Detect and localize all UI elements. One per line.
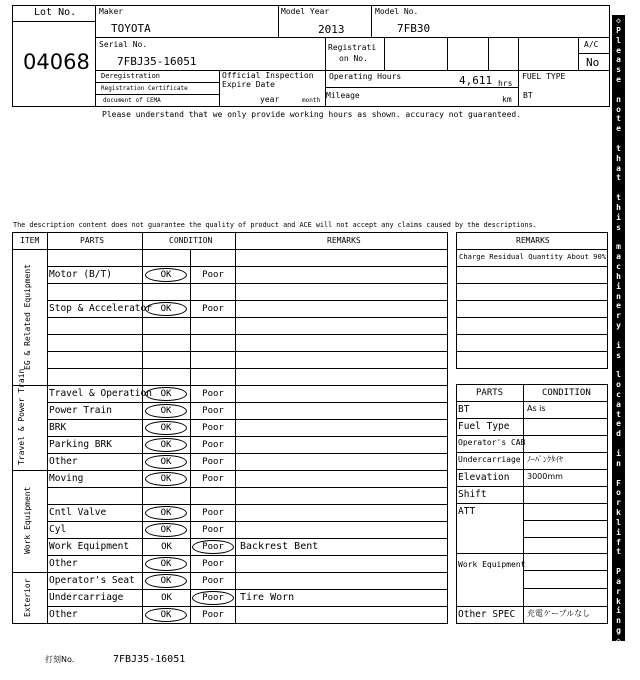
serial-value: 7FBJ35-16051: [117, 55, 197, 68]
ok-option: OK: [161, 593, 172, 603]
model-no-value: 7FB30: [397, 22, 431, 35]
table-row-part: Motor (B/T): [49, 269, 112, 280]
table-row-part: Parking BRK: [49, 439, 112, 450]
ok-option: OK: [161, 542, 172, 552]
parts-row-part: Undercarriage: [458, 455, 521, 464]
header-remarks: REMARKS: [327, 236, 361, 245]
parts-row-part: Other SPEC: [458, 609, 516, 620]
header-parts: PARTS: [80, 236, 105, 245]
serial-label: Serial No.: [99, 40, 148, 49]
poor-selected: Poor: [192, 591, 234, 605]
ok-selected: OK: [145, 421, 187, 435]
fuel-type-label: FUEL TYPE: [522, 72, 566, 81]
parts-row-part: ATT: [458, 506, 476, 517]
ok-selected: OK: [145, 523, 187, 537]
parts-row-part: Fuel Type: [458, 421, 510, 432]
table-row-part: Work Equipment: [49, 541, 130, 552]
poor-option: Poor: [202, 610, 224, 620]
poor-option: Poor: [202, 525, 224, 535]
table-row-part: Other: [49, 558, 78, 569]
header-condition: CONDITION: [169, 236, 213, 245]
model-year-value: 2013: [318, 23, 345, 36]
group-label-exterior: Exterior: [23, 578, 32, 618]
table-row-part: Cntl Valve: [49, 507, 107, 518]
group-label-travel: Travel & Power Train: [17, 368, 26, 465]
lot-no-label: Lot No.: [34, 7, 77, 18]
table-row-part: Travel & Operation: [49, 388, 152, 399]
parts-row-condition: 3000mm: [527, 472, 563, 481]
km-unit: km: [502, 95, 512, 104]
ok-selected: OK: [145, 268, 187, 282]
parts-header-condition: CONDITION: [542, 388, 591, 398]
header-item: ITEM: [20, 236, 40, 245]
hrs-unit: hrs: [498, 79, 513, 88]
ok-selected: OK: [145, 472, 187, 486]
operating-hours-value: 4,611: [459, 74, 493, 87]
table-row-part: Moving: [49, 473, 84, 484]
ok-selected: OK: [145, 302, 187, 316]
poor-option: Poor: [202, 576, 224, 586]
poor-option: Poor: [202, 440, 224, 450]
poor-option: Poor: [202, 508, 224, 518]
parts-row-part: Work Equipment: [458, 560, 526, 569]
poor-option: Poor: [202, 406, 224, 416]
maker-value: TOYOTA: [111, 22, 151, 35]
poor-option: Poor: [202, 423, 224, 433]
parts-row-condition: As is: [527, 404, 546, 413]
table-row-remark: Backrest Bent: [240, 541, 319, 552]
parts-row-condition: 充電ケーブルなし: [527, 609, 591, 618]
parts-row-part: BT: [458, 404, 470, 415]
table-row-part: Other: [49, 609, 78, 620]
maker-label: Maker: [99, 7, 124, 16]
mileage-label: Mileage: [326, 91, 360, 100]
table-row-part: Other: [49, 456, 78, 467]
registration-certificate: Registration Certificate: [101, 85, 188, 92]
registration-label-2: on No.: [339, 54, 368, 63]
location-sidebar: ◇ P l e a s e n o t e t h a t t h i s m a c h i n e r y i s l o c a t e d i n F o r k l i f t P a r k i n g ◇: [612, 15, 625, 641]
ac-value: No: [586, 56, 600, 69]
fuel-type-value: BT: [523, 91, 533, 100]
table-row-part: Stop & Accelerator: [49, 303, 152, 314]
ok-selected: OK: [145, 608, 187, 622]
table-row-part: BRK: [49, 422, 67, 433]
ok-selected: OK: [145, 455, 187, 469]
remarks-box-header: REMARKS: [516, 236, 550, 245]
year-label: year: [260, 95, 280, 104]
footer-serial: 7FBJ35-16051: [113, 654, 186, 665]
lot-no-value: 04068: [23, 50, 90, 74]
ok-selected: OK: [145, 574, 187, 588]
poor-option: Poor: [202, 304, 224, 314]
footer-label: 打刻No.: [45, 655, 75, 664]
parts-row-part: Operator's CAB: [458, 438, 526, 447]
hours-notice: Please understand that we only provide working hours as shown. accuracy not guaranteed.: [102, 110, 522, 119]
ok-selected: OK: [145, 438, 187, 452]
remarks-box-line: Charge Residual Quantity About 90%: [459, 252, 607, 261]
model-no-label: Model No.: [375, 7, 419, 16]
ok-selected: OK: [145, 506, 187, 520]
group-label-eg: EG & Related Equipment: [23, 264, 32, 370]
table-row-part: Cyl: [49, 524, 67, 535]
operating-hours-label: Operating Hours: [329, 72, 402, 81]
ok-selected: OK: [145, 404, 187, 418]
parts-row-part: Shift: [458, 489, 487, 500]
description-disclaimer: The description content does not guarantee the quality of product and ACE will not accept any claims caused by the descriptions.: [13, 221, 537, 229]
ok-selected: OK: [145, 557, 187, 571]
parts-header-parts: PARTS: [476, 388, 504, 398]
group-label-work: Work Equipment: [23, 486, 32, 555]
registration-label-1: Registrati: [328, 43, 377, 52]
month-label: month: [302, 97, 321, 104]
poor-selected: Poor: [192, 540, 234, 554]
parts-row-part: Elevation: [458, 472, 510, 483]
table-row-remark: Tire Worn: [240, 592, 295, 603]
model-year-label: Model Year: [281, 7, 330, 16]
poor-option: Poor: [202, 389, 224, 399]
inspection-label-1: Official Inspection: [222, 71, 314, 80]
table-row-part: Undercarriage: [49, 592, 124, 603]
ac-label: A/C: [584, 40, 599, 49]
parts-row-condition: ﾉｰﾊﾟﾝｸﾀｲﾔ: [527, 455, 563, 464]
poor-option: Poor: [202, 474, 224, 484]
ok-selected: OK: [145, 387, 187, 401]
deregistration-label: Deregistration: [101, 72, 161, 80]
poor-option: Poor: [202, 457, 224, 467]
poor-option: Poor: [202, 270, 224, 280]
table-row-part: Operator's Seat: [49, 575, 135, 586]
table-row-part: Power Train: [49, 405, 112, 416]
document-cema: document of CEMA: [103, 97, 161, 104]
inspection-label-2: Expire Date: [222, 80, 275, 89]
poor-option: Poor: [202, 559, 224, 569]
